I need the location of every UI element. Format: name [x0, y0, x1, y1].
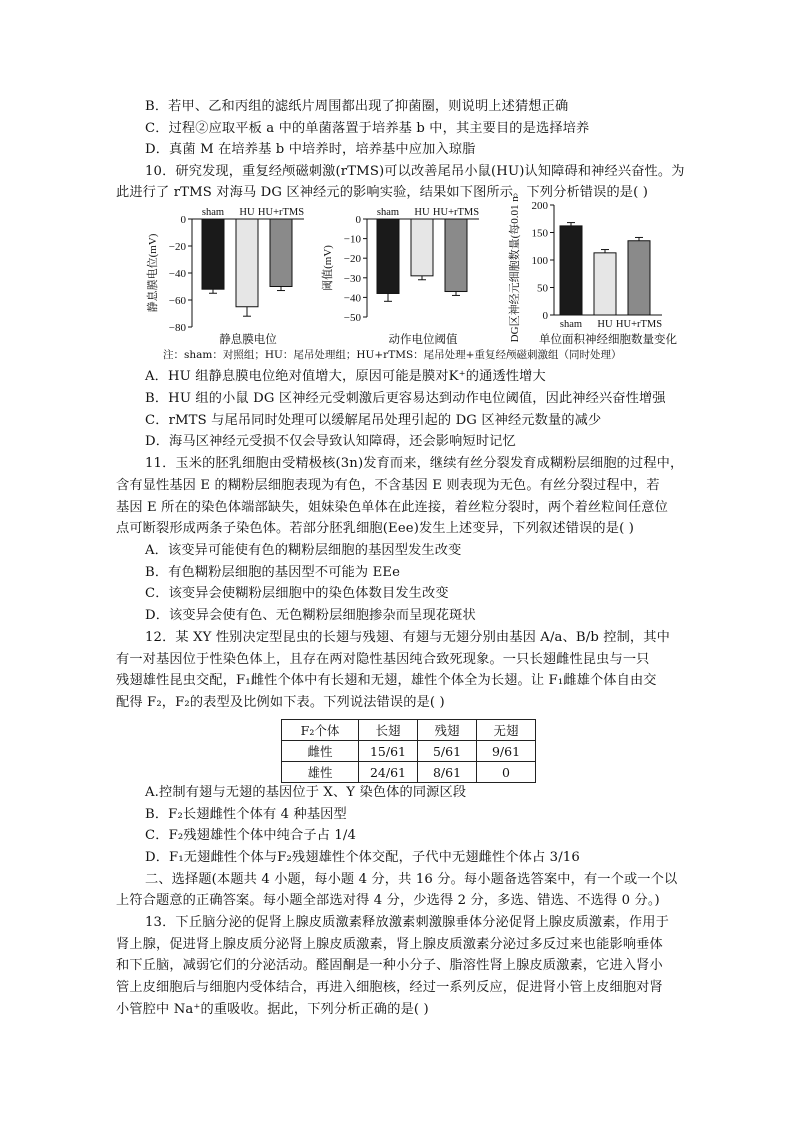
- y-tick-label: −40: [168, 268, 186, 280]
- bar: [628, 241, 650, 315]
- q10-figure: [122, 197, 682, 367]
- q11-stem-line1: 11．玉米的胚乳细胞由受精极核(3n)发育而来，继续有丝分裂发育成糊粉层细胞的过程中，: [145, 456, 684, 471]
- q11-stem-line3: 基因 E 所在的染色体端部缺失，姐妹染色单体在此连接，着丝粒分裂时，两个着丝粒间任意位: [116, 500, 668, 515]
- q12-option-d: D．F₁无翅雌性个体与F₂残翅雄性个体交配，子代中无翅雌性个体占 3/16: [145, 850, 580, 865]
- bar: [594, 253, 616, 315]
- q12-option-b: B．F₂长翅雌性个体有 4 种基因型: [145, 807, 347, 822]
- q12-stem-line2: 有一对基因位于性染色体上，且存在两对隐性基因纯合致死现象。一只长翅雌性昆虫与一只: [116, 652, 650, 667]
- bar: [411, 219, 433, 276]
- q10-stem-line1: 10．研究发现，重复经颅磁刺激(rTMS)可以改善尾吊小鼠(HU)认知障碍和神经兴奋性。为: [145, 164, 685, 179]
- bar: [377, 219, 399, 293]
- q12-option-a: A.控制有翅与无翅的基因位于 X、Y 染色体的同源区段: [145, 785, 467, 800]
- q12-stem-line4: 配得 F₂，F₂的表型及比例如下表。下列说法错误的是( ): [116, 695, 445, 710]
- y-tick-label: −50: [343, 312, 361, 324]
- y-tick-label: −20: [343, 253, 361, 266]
- y-tick-label: 200: [531, 200, 548, 212]
- y-tick-label: −10: [343, 233, 361, 246]
- q11-stem-line4: 点可断裂形成两条子染色体。若部分胚乳细胞(Eee)发生上述变异，下列叙述错误的是( ): [116, 521, 635, 536]
- category-label: HU: [239, 207, 255, 218]
- q10-figure-note: 注：sham：对照组；HU：尾吊处理组；HU+rTMS：尾吊处理+重复经颅磁刺激组（同时处理）: [163, 349, 622, 361]
- q10-option-d: D．海马区神经元受损不仅会导致认知障碍，还会影响短时记忆: [145, 434, 516, 449]
- y-axis-label: DG区神经元细胞数量(每0.01 mm²): [509, 197, 521, 343]
- chart-title: 单位面积神经细胞数量变化: [539, 334, 677, 346]
- category-label: HU+rTMS: [257, 207, 305, 218]
- bar: [445, 219, 467, 292]
- f2-phenotype-table: [281, 719, 536, 783]
- q12-option-c: C．F₂残翅雄性个体中纯合子占 1/4: [145, 828, 357, 843]
- y-tick-label: −80: [168, 322, 186, 334]
- q10-option-c: C．rMTS 与尾吊同时处理可以缓解尾吊处理引起的 DG 区神经元数量的减少: [145, 413, 602, 428]
- y-tick-label: 100: [531, 255, 548, 267]
- bar: [270, 219, 292, 287]
- y-axis-label: 静息膜电位(mV): [147, 233, 159, 313]
- y-tick-label: 0: [355, 214, 361, 226]
- q13-stem-line1: 13．下丘脑分泌的促肾上腺皮质激素释放激素刺激腺垂体分泌促肾上腺皮质激素，作用于: [145, 915, 669, 930]
- table-cell: 5/61: [418, 741, 477, 762]
- q13-stem-line5: 小管腔中 Na⁺的重吸收。据此，下列分析正确的是( ): [116, 1002, 429, 1017]
- q11-option-d: D．该变异会使有色、无色糊粉层细胞掺杂而呈现花斑状: [145, 608, 476, 623]
- q10-stem-line2: 此进行了 rTMS 对海马 DG 区神经元的影响实验，结果如下图所示。下列分析错误的是( ): [116, 185, 649, 200]
- bar: [236, 219, 258, 307]
- category-label: sham: [201, 207, 225, 218]
- table-header-cell: 长翅: [359, 720, 418, 741]
- category-label: HU: [414, 207, 430, 218]
- table-header-cell: 无翅: [477, 720, 536, 741]
- category-label: HU+rTMS: [432, 207, 480, 218]
- section2-heading-line1: 二、选择题(本题共 4 小题，每小题 4 分，共 16 分。每小题备选答案中，有一个或一个以: [145, 872, 678, 887]
- category-label: sham: [376, 207, 400, 218]
- q11-option-c: C．该变异会使糊粉层细胞中的染色体数目发生改变: [145, 586, 449, 601]
- table-cell: 雌性: [282, 741, 359, 762]
- table-cell: 8/61: [418, 762, 477, 783]
- q9-option-c: C．过程②应取平板 a 中的单菌落置于培养基 b 中，其主要目的是选择培养: [145, 121, 590, 136]
- section2-heading-line2: 上符合题意的正确答案。每小题全部选对得 4 分，少选得 2 分，多选、错选、不选得 0 分。): [116, 893, 660, 908]
- category-label: sham: [559, 319, 583, 330]
- y-tick-label: −60: [168, 295, 186, 307]
- q13-stem-line3: 和下丘脑，减弱它们的分泌活动。醛固酮是一种小分子、脂溶性肾上腺皮质激素，它进入肾小: [116, 958, 663, 973]
- q10-option-b: B．HU 组的小鼠 DG 区神经元受刺激后更容易达到动作电位阈值，因此神经兴奋性增强: [145, 391, 666, 406]
- table-cell: 雄性: [282, 762, 359, 783]
- table-cell: 0: [477, 762, 536, 783]
- chart-title: 动作电位阈值: [388, 334, 458, 346]
- table-cell: 9/61: [477, 741, 536, 762]
- y-axis-label: 阈值(mV): [322, 245, 334, 291]
- y-tick-label: −20: [168, 241, 186, 253]
- y-tick-label: 150: [531, 227, 548, 240]
- category-label: HU: [597, 319, 613, 330]
- table-cell: 15/61: [359, 741, 418, 762]
- q9-option-d: D．真菌 M 在培养基 b 中培养时，培养基中应加入琼脂: [145, 142, 476, 157]
- q10-option-a: A．HU 组静息膜电位绝对值增大，原因可能是膜对K⁺的通透性增大: [145, 369, 546, 384]
- y-tick-label: 50: [537, 282, 548, 295]
- q11-stem-line2: 含有显性基因 E 的糊粉层细胞表现为有色，不含基因 E 则表现为无色。有丝分裂过程中，若: [116, 478, 660, 493]
- bar: [202, 219, 224, 289]
- table-cell: 24/61: [359, 762, 418, 783]
- y-tick-label: 0: [180, 214, 186, 226]
- q12-stem-line3: 残翅雄性昆虫交配，F₁雌性个体中有长翅和无翅，雄性个体全为长翅。让 F₁雌雄个体自由交: [116, 673, 657, 688]
- q12-stem-line1: 12．某 XY 性别决定型昆虫的长翅与残翅、有翅与无翅分别由基因 A/a、B/b 控制，其中: [145, 630, 670, 645]
- table-header-cell: 残翅: [418, 720, 477, 741]
- table-row: [282, 741, 536, 762]
- bar: [560, 226, 582, 315]
- category-label: HU+rTMS: [615, 319, 663, 330]
- chart-title: 静息膜电位: [219, 334, 277, 346]
- table-row: [282, 762, 536, 783]
- q11-option-a: A．该变异可能使有色的糊粉层细胞的基因型发生改变: [145, 543, 462, 558]
- q13-stem-line2: 肾上腺，促进肾上腺皮质分泌肾上腺皮质激素，肾上腺皮质激素分泌过多反过来也能影响垂体: [116, 937, 663, 952]
- y-tick-label: 0: [542, 310, 548, 322]
- bar-charts: [122, 197, 682, 347]
- table-header-cell: F₂个体: [282, 720, 359, 741]
- y-tick-label: −40: [343, 292, 361, 305]
- y-tick-label: −30: [343, 272, 361, 285]
- q9-option-b: B．若甲、乙和丙组的滤纸片周围都出现了抑菌圈，则说明上述猜想正确: [145, 99, 569, 114]
- q11-option-b: B．有色糊粉层细胞的基因型不可能为 EEe: [145, 565, 401, 580]
- q13-stem-line4: 管上皮细胞后与细胞内受体结合，再进入细胞核，经过一系列反应，促进肾小管上皮细胞对肾: [116, 980, 663, 995]
- table-header-row: [282, 720, 536, 741]
